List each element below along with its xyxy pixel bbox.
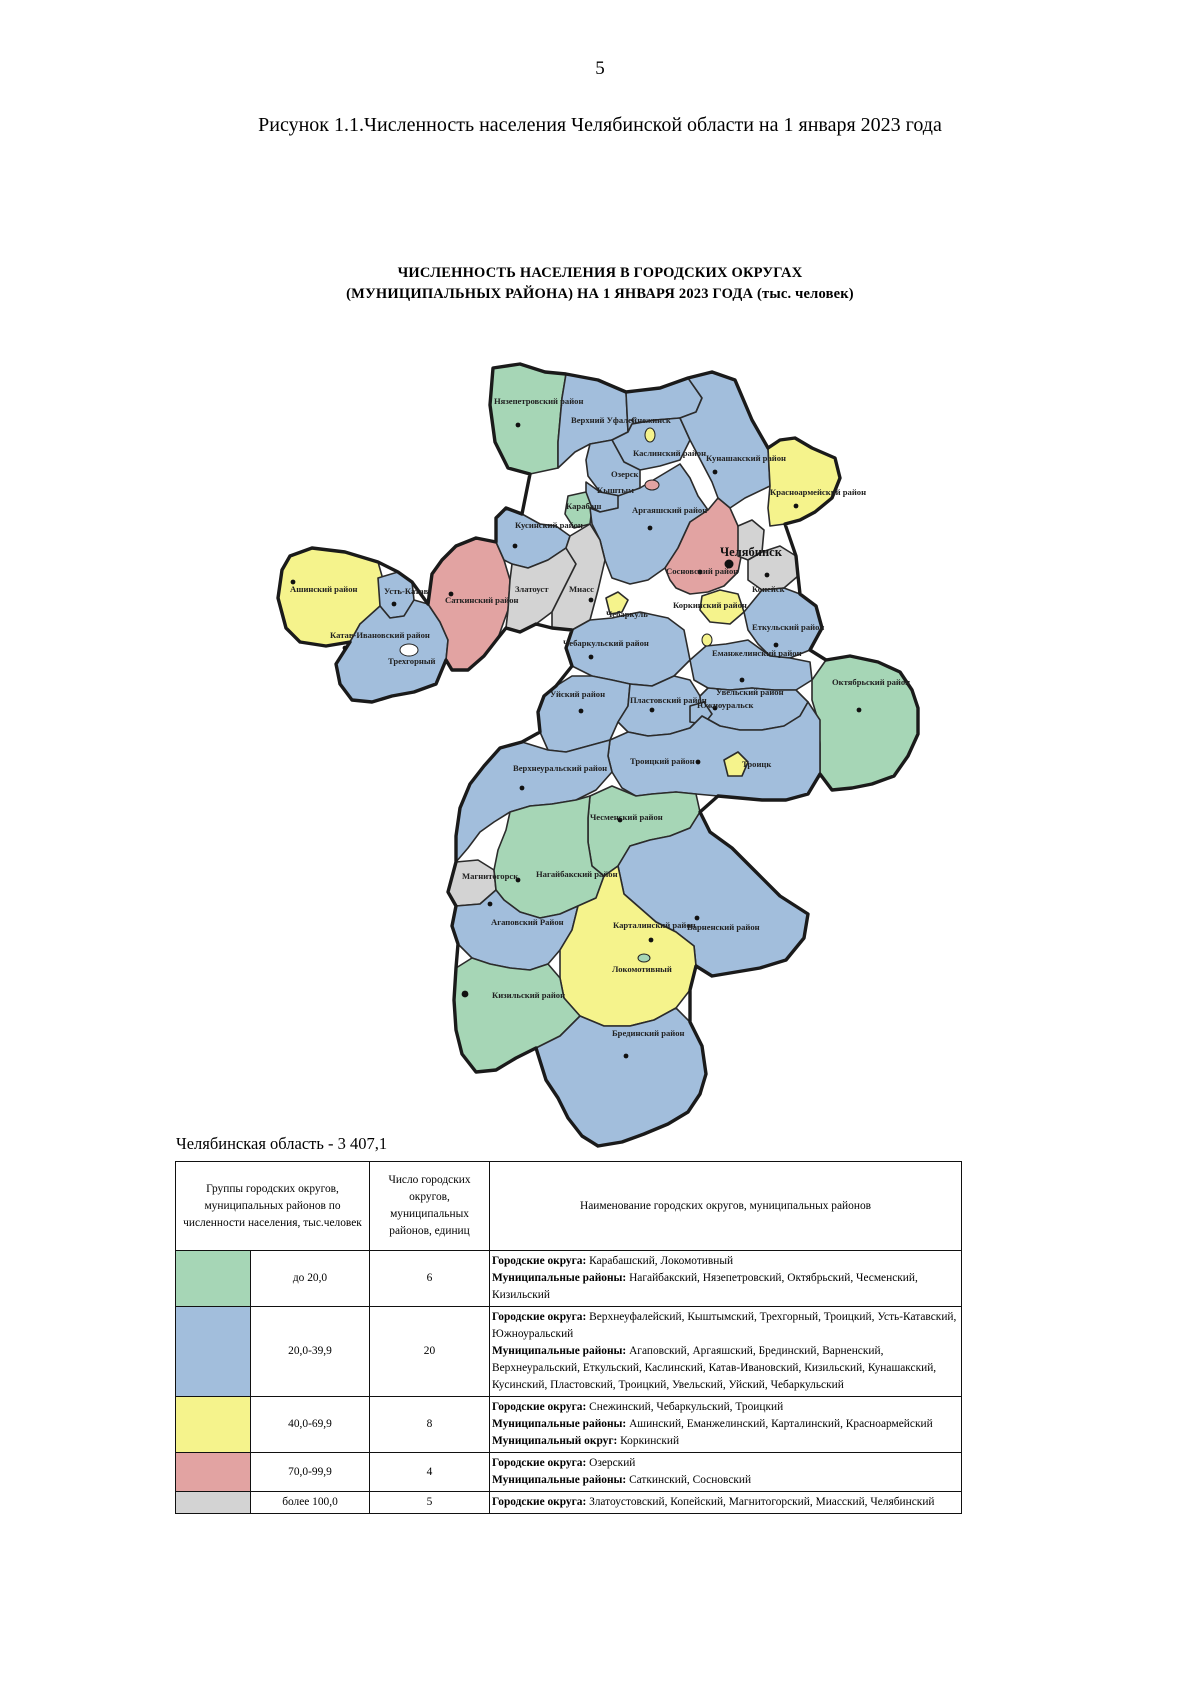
legend-header-count: Число городских округов, муниципальных районов, единиц	[370, 1162, 490, 1251]
legend-names-line	[492, 1399, 958, 1416]
enclave-trekhgorny	[400, 644, 418, 656]
map-label: Локомотивный	[612, 964, 672, 974]
map-label: Чебаркульский район	[563, 638, 649, 648]
map-label: Уйский район	[550, 689, 606, 699]
enclave-ozersk	[645, 480, 659, 490]
legend-names-line	[492, 1433, 958, 1450]
map-label: Снежинск	[631, 415, 671, 425]
map-label: Агаповский Район	[491, 917, 564, 927]
map-regions	[278, 364, 918, 1146]
legend-names-category: Муниципальные районы:	[492, 1345, 627, 1357]
legend-row	[176, 1251, 962, 1307]
legend-names-list: Озерский	[586, 1457, 636, 1469]
map-label: Трехгорный	[388, 656, 436, 666]
legend-names-category: Городские округа:	[492, 1457, 587, 1469]
settlement-dot	[774, 643, 779, 648]
settlement-dot	[589, 598, 594, 603]
legend-names-list: Агаповский, Аргаяшский, Брединский, Варненский, Верхнеуральский, Еткульский, Каслинский, Катав-Ивановский, Кизильский, Кунашакский, Кусинский, Пластовский, Троицкий, Увельский, Уйский, Чебаркульский	[492, 1345, 937, 1391]
settlement-dot	[696, 760, 701, 765]
page-number: 5	[595, 58, 605, 79]
legend-range: 20,0-39,9	[251, 1307, 370, 1397]
legend-row	[176, 1492, 962, 1514]
legend-row	[176, 1397, 962, 1453]
legend-names-category: Городские округа:	[492, 1496, 587, 1508]
settlement-dot	[794, 504, 799, 509]
map-label: Чесменский район	[590, 812, 663, 822]
map-label: Усть-Катав	[384, 586, 429, 596]
legend-count: 20	[370, 1307, 490, 1397]
settlement-dot	[488, 902, 493, 907]
region-chebarkulsky	[566, 612, 690, 686]
legend-names-list: Коркинский	[617, 1435, 680, 1447]
map-label: Верхнеуральский район	[513, 763, 608, 773]
settlement-dot	[520, 786, 525, 791]
legend-names-line	[492, 1253, 958, 1270]
legend-names-list: Карабашский, Локомотивный	[586, 1255, 734, 1267]
settlement-dot	[589, 655, 594, 660]
settlement-dot	[579, 709, 584, 714]
legend-count: 8	[370, 1397, 490, 1453]
map-label: Катав-Ивановский район	[330, 630, 430, 640]
legend-body	[176, 1251, 962, 1514]
map-label: Варненский район	[687, 922, 760, 932]
map-label: Кыштым	[597, 485, 634, 495]
map-label: Карталинский район	[613, 920, 696, 930]
map-label: Аргаяшский район	[632, 505, 708, 515]
map-label: Каслинский район	[633, 448, 707, 458]
map-label: Октябрьский район	[832, 677, 911, 687]
enclave-lokomotivny	[638, 954, 650, 962]
legend-header-row	[176, 1162, 962, 1251]
legend-names-line	[492, 1472, 958, 1489]
settlement-dot	[765, 573, 770, 578]
legend-names-line	[492, 1343, 958, 1394]
enclave-snezhinsk	[645, 428, 655, 442]
map-label: Сосновский район	[666, 566, 739, 576]
legend-names-list: Ашинский, Еманжелинский, Карталинский, Красноармейский	[626, 1418, 933, 1430]
map-label: Верхний Уфалей	[571, 415, 637, 425]
legend-names-category: Муниципальный округ:	[492, 1435, 618, 1447]
map-label-chelyabinsk: Челябинск	[720, 545, 782, 559]
legend-header-names: Наименование городских округов, муниципальных районов	[490, 1162, 962, 1251]
map-label: Брединский район	[612, 1028, 685, 1038]
map-label: Магнитогорск	[462, 871, 519, 881]
legend-names-list: Саткинский, Сосновский	[626, 1474, 752, 1486]
settlement-dot	[649, 938, 654, 943]
legend-names-category: Муниципальные районы:	[492, 1272, 627, 1284]
settlement-dot	[513, 544, 518, 549]
legend-names-line	[492, 1309, 958, 1343]
legend-count: 4	[370, 1453, 490, 1492]
legend-range: 40,0-69,9	[251, 1397, 370, 1453]
legend-count: 5	[370, 1492, 490, 1514]
legend-names-line	[492, 1455, 958, 1472]
map-label: Троицкий район	[630, 756, 695, 766]
map-label: Коркинский район	[673, 600, 747, 610]
region-total: Челябинская область - 3 407,1	[176, 1134, 388, 1153]
map-label: Пластовский район	[630, 695, 707, 705]
legend-names-category: Городские округа:	[492, 1255, 587, 1267]
legend-names-category: Городские округа:	[492, 1311, 587, 1323]
settlement-dot	[462, 991, 469, 998]
legend-names	[490, 1307, 962, 1397]
legend-row	[176, 1453, 962, 1492]
map-label: Миасс	[569, 584, 594, 594]
settlement-dot	[648, 526, 653, 531]
legend-names-line	[492, 1270, 958, 1304]
region-krasnoarmeysky	[768, 438, 840, 526]
legend-names-category: Муниципальные районы:	[492, 1418, 627, 1430]
legend-names	[490, 1453, 962, 1492]
map-label: Кунашакский район	[706, 453, 786, 463]
map-label: Нагайбакский район	[536, 869, 618, 879]
enclave-yuzhnouralsk	[702, 634, 712, 646]
settlement-dot	[343, 646, 348, 651]
legend-names-category: Муниципальные районы:	[492, 1474, 627, 1486]
legend-names-category: Городские округа:	[492, 1401, 587, 1413]
settlement-dot	[624, 1054, 629, 1059]
map-label: Чебаркуль	[606, 609, 648, 619]
map-label: Карабаш	[566, 501, 602, 511]
settlement-dot	[650, 708, 655, 713]
map-label: Южноуральск	[697, 700, 754, 710]
settlement-dot	[516, 423, 521, 428]
map-title-line-2: (МУНИЦИПАЛЬНЫХ РАЙОНА) НА 1 ЯНВАРЯ 2023 ГОДА (тыс. человек)	[346, 286, 854, 302]
legend-names-list: Златоустовский, Копейский, Магнитогорский, Миасский, Челябинский	[586, 1496, 935, 1508]
map-label: Красноармейский район	[770, 487, 867, 497]
legend-table	[175, 1161, 962, 1514]
map-label: Ашинский район	[290, 584, 358, 594]
legend-range: 70,0-99,9	[251, 1453, 370, 1492]
figure-caption: Рисунок 1.1.Численность населения Челябинской области на 1 января 2023 года	[258, 114, 942, 136]
legend-swatch	[176, 1307, 251, 1397]
legend-names	[490, 1492, 962, 1514]
settlement-dot	[713, 470, 718, 475]
settlement-dot	[740, 678, 745, 683]
settlement-dot	[392, 602, 397, 607]
legend-names-list: Снежинский, Чебаркульский, Троицкий	[586, 1401, 784, 1413]
map-label: Увельский район	[716, 687, 784, 697]
legend-range: до 20,0	[251, 1251, 370, 1307]
map-title-line-1: ЧИСЛЕННОСТЬ НАСЕЛЕНИЯ В ГОРОДСКИХ ОКРУГАХ	[397, 265, 803, 281]
legend-swatch	[176, 1492, 251, 1514]
map-label: Озерск	[611, 469, 639, 479]
legend-swatch	[176, 1251, 251, 1307]
legend-row	[176, 1307, 962, 1397]
region-nagaybaksky	[494, 796, 604, 918]
map-label: Златоуст	[515, 584, 549, 594]
map-label: Копейск	[752, 584, 785, 594]
map-label: Нязепетровский район	[494, 396, 584, 406]
legend-header-groups: Группы городских округов, муниципальных районов по численности населения, тыс.человек	[176, 1162, 370, 1251]
legend-names	[490, 1251, 962, 1307]
map-label: Кизильский район	[492, 990, 566, 1000]
legend-count: 6	[370, 1251, 490, 1307]
legend-swatch	[176, 1453, 251, 1492]
legend-names-list: Нагайбакский, Нязепетровский, Октябрьский, Чесменский, Кизильский	[492, 1272, 918, 1301]
map-label: Еткульский район	[752, 622, 825, 632]
map-label: Троицк	[742, 759, 772, 769]
legend-swatch	[176, 1397, 251, 1453]
legend-names-line	[492, 1416, 958, 1433]
settlement-dot	[857, 708, 862, 713]
map-label: Еманжелинский район	[712, 648, 802, 658]
legend-names-line	[492, 1494, 958, 1511]
legend-names	[490, 1397, 962, 1453]
legend-names-list: Верхнеуфалейский, Кыштымский, Трехгорный, Троицкий, Усть-Катавский, Южноуральский	[492, 1311, 957, 1340]
legend-range: более 100,0	[251, 1492, 370, 1514]
map-label: Кусинский район	[515, 520, 583, 530]
map-label: Саткинский район	[445, 595, 519, 605]
